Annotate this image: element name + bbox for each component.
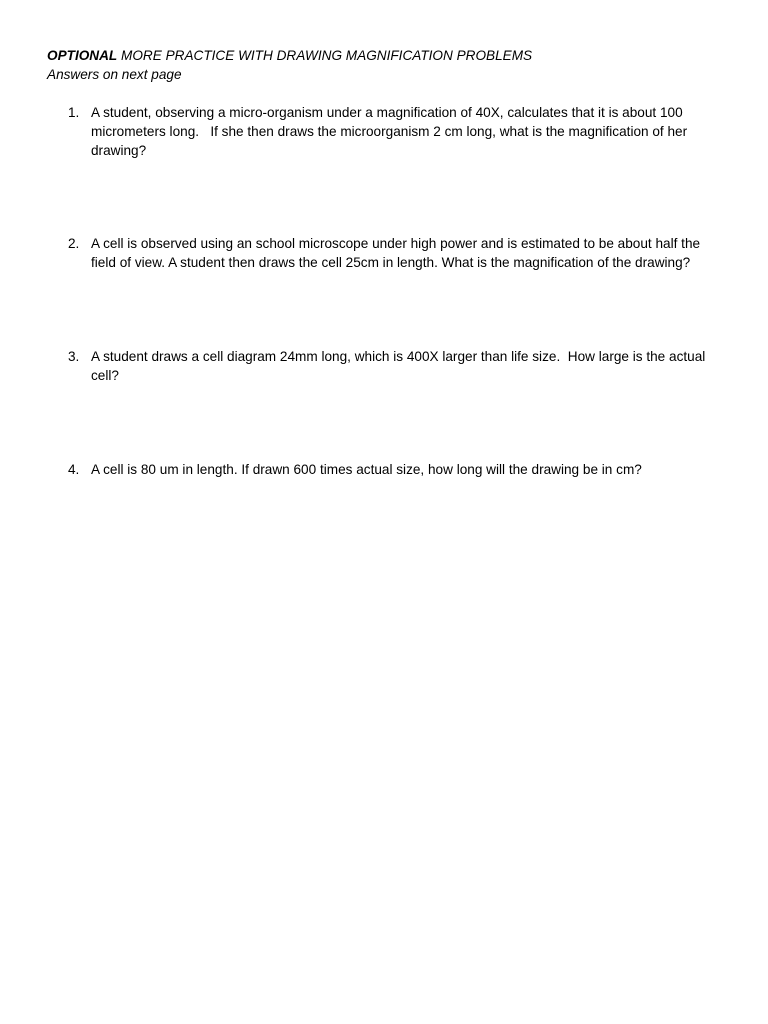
document-header	[47, 46, 532, 84]
question-text: A student draws a cell diagram 24mm long, which is 400X larger than life size. How large is the actual cell?	[91, 349, 710, 383]
question-3	[68, 347, 728, 385]
document-subtitle: Answers on next page	[47, 67, 182, 82]
question-number: 3.	[68, 349, 80, 364]
question-1	[68, 103, 728, 160]
question-text: A student, observing a micro-organism under a magnification of 40X, calculates that it is about 100 micrometers long. If she then draws the microorganism 2 cm long, what is the magnification of her drawing?	[91, 105, 691, 158]
question-2	[68, 234, 728, 272]
question-4	[68, 460, 728, 479]
title-optional-label: OPTIONAL	[47, 48, 118, 63]
title-text: MORE PRACTICE WITH DRAWING MAGNIFICATION PROBLEMS	[117, 48, 533, 63]
document-title	[47, 46, 532, 65]
question-text: A cell is observed using an school microscope under high power and is estimated to be about half the field of view. A student then draws the cell 25cm in length. What is the magnification of the drawing?	[91, 236, 704, 270]
question-text: A cell is 80 um in length. If drawn 600 times actual size, how long will the drawing be in cm?	[91, 462, 642, 477]
question-number: 4.	[68, 462, 80, 477]
question-number: 1.	[68, 105, 80, 120]
question-number: 2.	[68, 236, 80, 251]
